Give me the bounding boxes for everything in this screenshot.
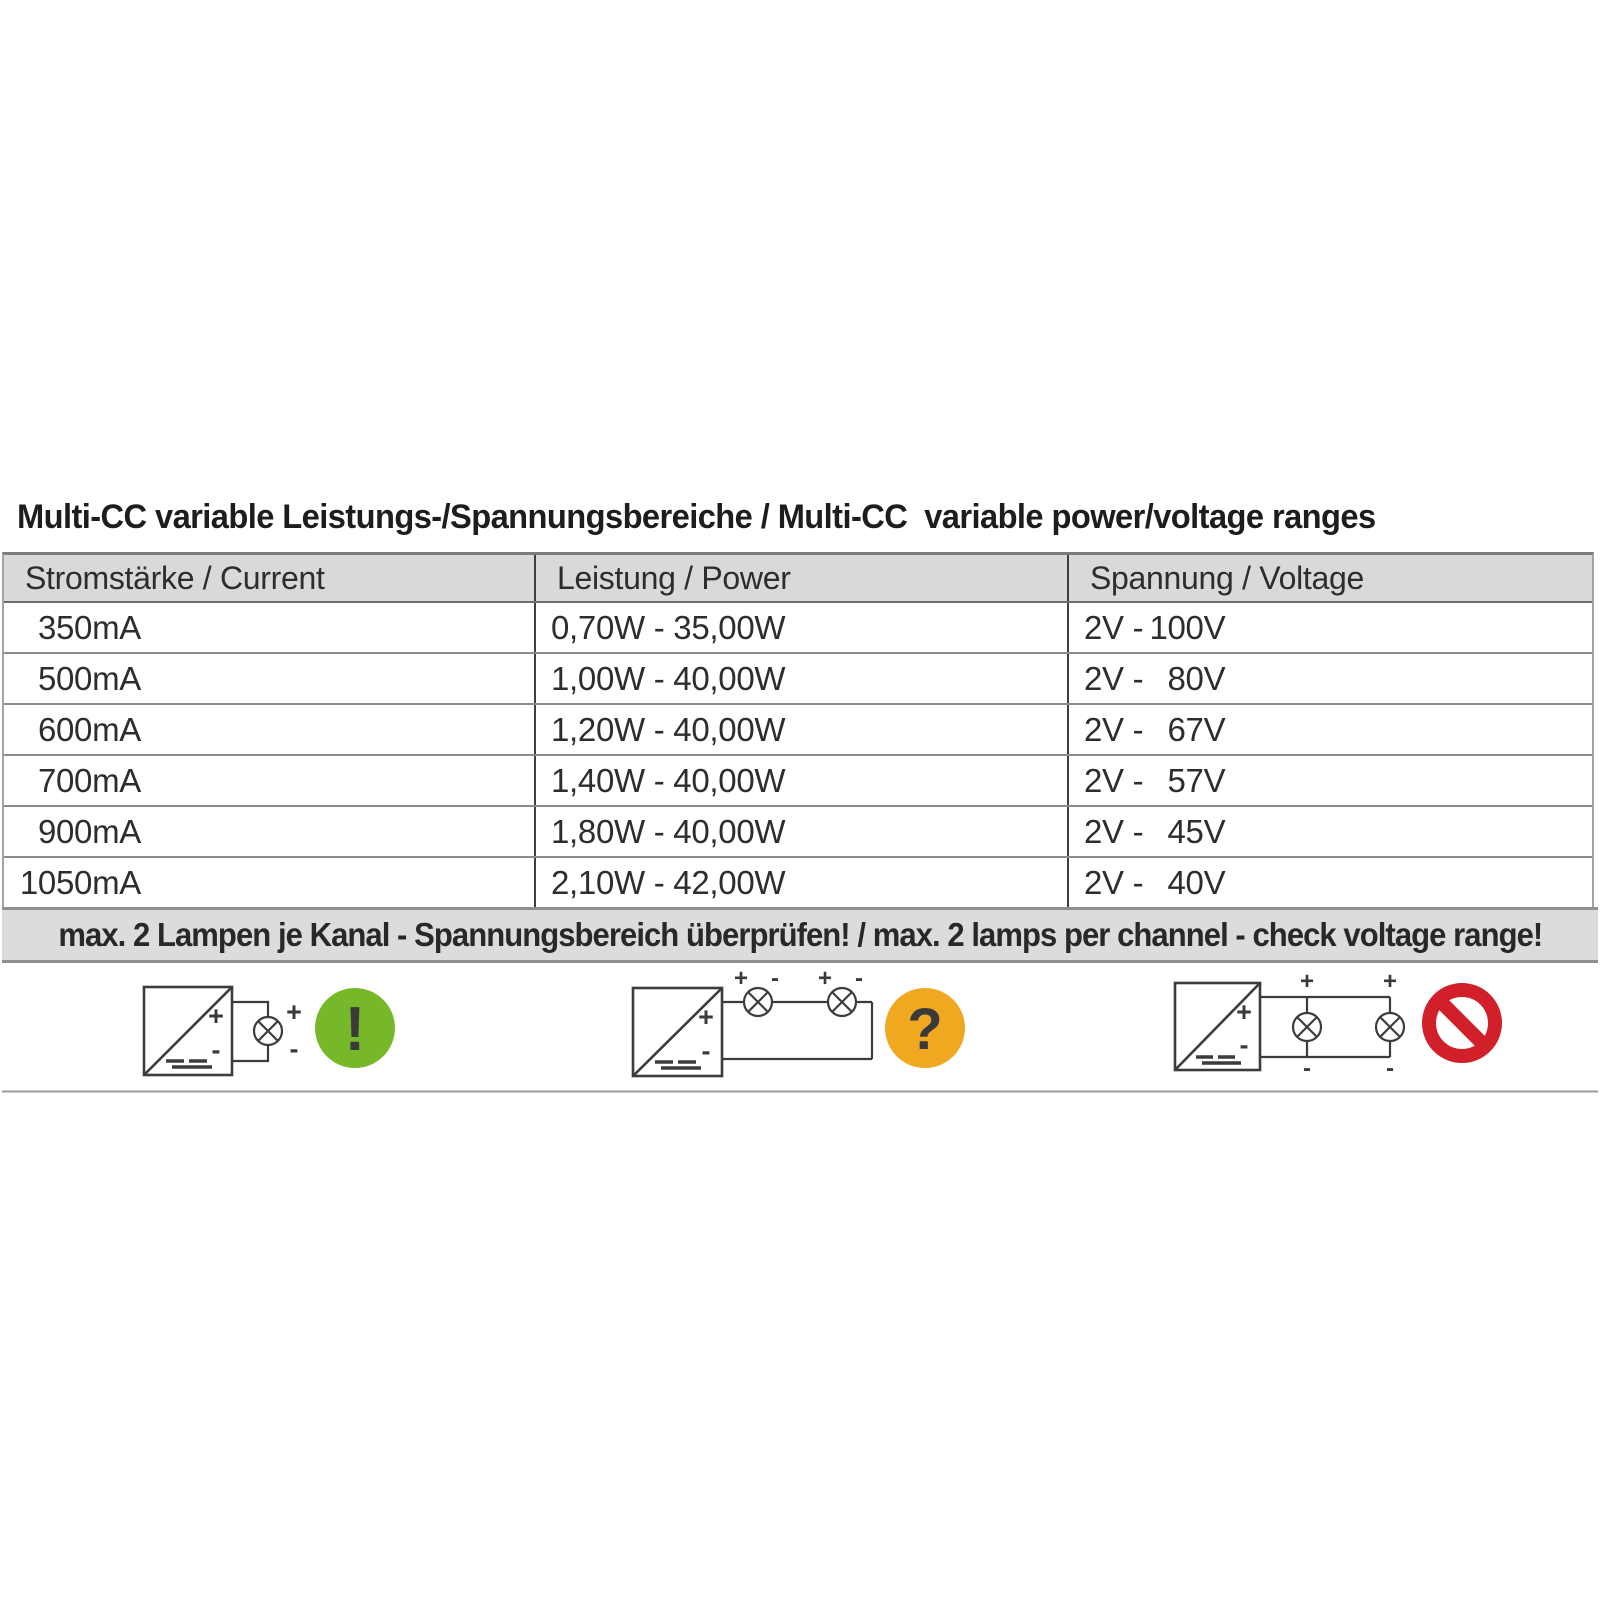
- voltage-high: 80V: [1167, 659, 1226, 697]
- table-row: [4, 603, 1592, 654]
- table-row: [4, 858, 1592, 909]
- current-cell: [4, 654, 534, 703]
- plus-label: +: [286, 997, 302, 1027]
- dc-symbol-icon: [655, 1062, 701, 1068]
- column-header-current: Stromstärke / Current: [25, 559, 325, 596]
- voltage-low: 2V -: [1084, 761, 1144, 799]
- voltage-low: 2V -: [1084, 863, 1144, 901]
- prohibited-icon: [1429, 990, 1495, 1056]
- voltage-high: 100V: [1149, 608, 1226, 646]
- page-title: Multi-CC variable Leistungs-/Spannungsbereiche / Multi-CC variable power/voltage ranges: [17, 498, 1376, 536]
- voltage-range: [1067, 807, 1592, 856]
- plus-label: +: [208, 1001, 224, 1031]
- minus-label: -: [701, 1036, 711, 1066]
- voltage-range: [1067, 603, 1592, 652]
- circuit-diagrams: [0, 963, 1600, 1093]
- plus-label: +: [1299, 968, 1315, 995]
- voltage-high: 57V: [1167, 761, 1226, 799]
- dc-symbol-icon: [1196, 1057, 1241, 1063]
- plus-label: +: [817, 965, 833, 992]
- wires: [232, 1002, 268, 1061]
- plus-label: +: [1382, 968, 1398, 995]
- lamp-icon: [744, 988, 772, 1016]
- power-range: 1,40W - 40,00W: [534, 756, 1067, 805]
- plus-label: +: [698, 1002, 714, 1032]
- warning-bar: [2, 907, 1598, 963]
- power-range: 0,70W - 35,00W: [534, 603, 1067, 652]
- current-value: 700mA: [37, 761, 141, 799]
- current-value: 600mA: [37, 710, 141, 748]
- voltage-low: 2V -: [1084, 710, 1144, 748]
- column-header-voltage: Spannung / Voltage: [1067, 555, 1592, 601]
- power-range: 1,80W - 40,00W: [534, 807, 1067, 856]
- diagram-two-lamps-parallel: [1175, 968, 1495, 1082]
- dc-symbol-icon: [166, 1061, 212, 1067]
- wires: [1260, 997, 1390, 1057]
- lamp-icon: [254, 1017, 282, 1045]
- diagram-two-lamps-series: [633, 965, 965, 1076]
- voltage-range: [1067, 756, 1592, 805]
- voltage-low: 2V -: [1084, 608, 1144, 646]
- power-range: 1,20W - 40,00W: [534, 705, 1067, 754]
- current-cell: [4, 807, 534, 856]
- plus-label: +: [733, 965, 749, 992]
- current-cell: [4, 756, 534, 805]
- minus-label: -: [1239, 1030, 1249, 1060]
- table-row: [4, 654, 1592, 705]
- current-value: 1050mA: [19, 863, 141, 901]
- voltage-range: [1067, 858, 1592, 907]
- current-value: 500mA: [37, 659, 141, 697]
- voltage-range: [1067, 705, 1592, 754]
- table-row: [4, 705, 1592, 756]
- exclamation-icon: !: [344, 995, 366, 1064]
- power-range: 1,00W - 40,00W: [534, 654, 1067, 703]
- current-cell: [4, 705, 534, 754]
- table-header-row: [4, 555, 1592, 603]
- current-cell: [4, 858, 534, 907]
- voltage-low: 2V -: [1084, 659, 1144, 697]
- minus-label: -: [1386, 1055, 1394, 1082]
- voltage-high: 40V: [1167, 863, 1226, 901]
- voltage-range: [1067, 654, 1592, 703]
- lamp-icon: [1293, 1013, 1321, 1041]
- voltage-high: 45V: [1167, 812, 1226, 850]
- column-header-power: Leistung / Power: [534, 555, 1067, 601]
- minus-label: -: [1303, 1055, 1311, 1082]
- current-value: 900mA: [37, 812, 141, 850]
- plus-label: +: [1236, 997, 1252, 1027]
- lamp-icon: [1376, 1013, 1404, 1041]
- current-value: 350mA: [37, 608, 141, 646]
- question-mark-icon: ?: [907, 997, 943, 1062]
- power-range: 2,10W - 42,00W: [534, 858, 1067, 907]
- minus-label: -: [211, 1035, 221, 1065]
- power-voltage-table: [2, 552, 1594, 909]
- voltage-low: 2V -: [1084, 812, 1144, 850]
- minus-label: -: [855, 965, 863, 992]
- minus-label: -: [289, 1034, 299, 1064]
- current-cell: [4, 603, 534, 652]
- table-row: [4, 807, 1592, 858]
- table-row: [4, 756, 1592, 807]
- voltage-high: 67V: [1167, 710, 1226, 748]
- diagram-single-lamp: [144, 987, 395, 1075]
- warning-text: max. 2 Lampen je Kanal - Spannungsbereich überprüfen! / max. 2 lamps per channel - check voltage range!: [58, 916, 1542, 953]
- minus-label: -: [771, 965, 779, 992]
- lamp-icon: [828, 988, 856, 1016]
